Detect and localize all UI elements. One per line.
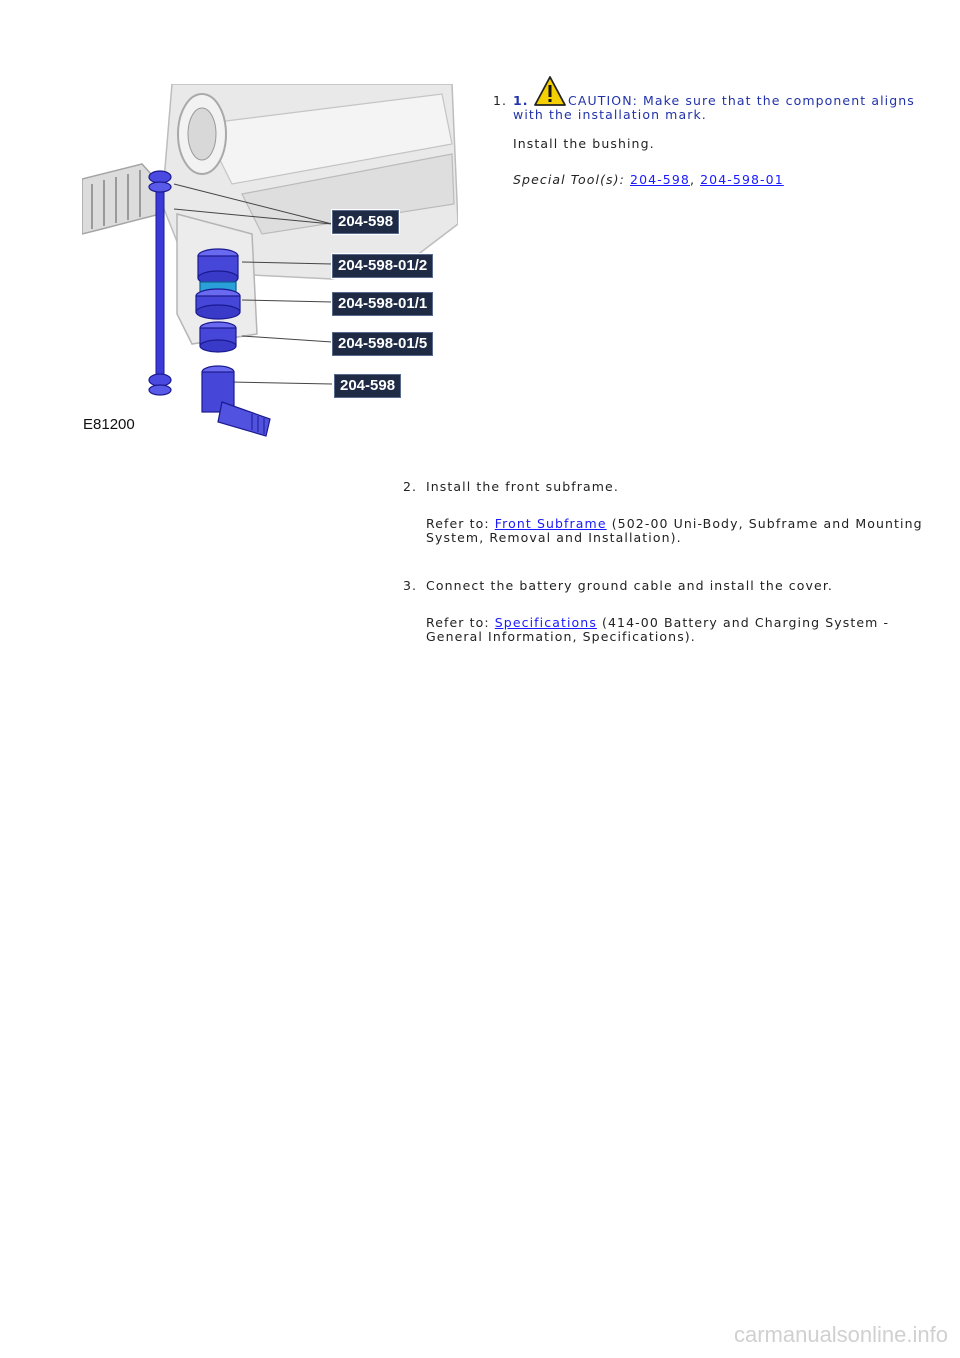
callout-204-598-top: 204-598 xyxy=(332,210,399,234)
step-3-text: Connect the battery ground cable and install the cover. xyxy=(426,578,833,593)
step-1-number: 1. xyxy=(493,93,508,108)
refer-rest: (414-00 Battery and Charging System - xyxy=(602,615,890,630)
callout-204-598-01-5: 204-598-01/5 xyxy=(332,332,433,356)
tool-link-204-598[interactable]: 204-598 xyxy=(630,172,690,187)
refer-rest: (502-00 Uni-Body, Subframe and Mounting xyxy=(611,516,923,531)
specifications-link[interactable]: Specifications xyxy=(494,615,597,630)
step-1-inner-number: 1. xyxy=(513,93,529,108)
step-1-text: Install the bushing. xyxy=(513,136,655,151)
step-2-text: Install the front subframe. xyxy=(426,479,619,494)
refer-label: Refer to: xyxy=(426,516,490,531)
tool-link-204-598-01[interactable]: 204-598-01 xyxy=(700,172,784,187)
figure-code: E81200 xyxy=(83,416,135,433)
step-1-caution: CAUTION: Make sure that the component aligns xyxy=(568,93,915,108)
caution-warning-icon xyxy=(533,75,567,107)
callout-204-598-01-1: 204-598-01/1 xyxy=(332,292,433,316)
step-1-special-tools: Special Tool(s): 204-598, 204-598-01 xyxy=(513,172,784,187)
step-1-caution-line2: with the installation mark. xyxy=(513,107,707,122)
callout-204-598-01-2: 204-598-01/2 xyxy=(332,254,433,278)
bushing-installation-figure xyxy=(82,84,458,444)
special-tools-label: Special Tool(s): xyxy=(513,172,625,187)
step-3-refer-line2: General Information, Specifications). xyxy=(426,629,696,644)
callout-204-598-bottom: 204-598 xyxy=(334,374,401,398)
step-3-number: 3. xyxy=(403,578,418,593)
step-2-refer-line2: System, Removal and Installation). xyxy=(426,530,682,545)
front-subframe-link[interactable]: Front Subframe xyxy=(494,516,607,531)
refer-label: Refer to: xyxy=(426,615,490,630)
watermark: carmanualsonline.info xyxy=(733,1322,948,1347)
step-2-number: 2. xyxy=(403,479,418,494)
